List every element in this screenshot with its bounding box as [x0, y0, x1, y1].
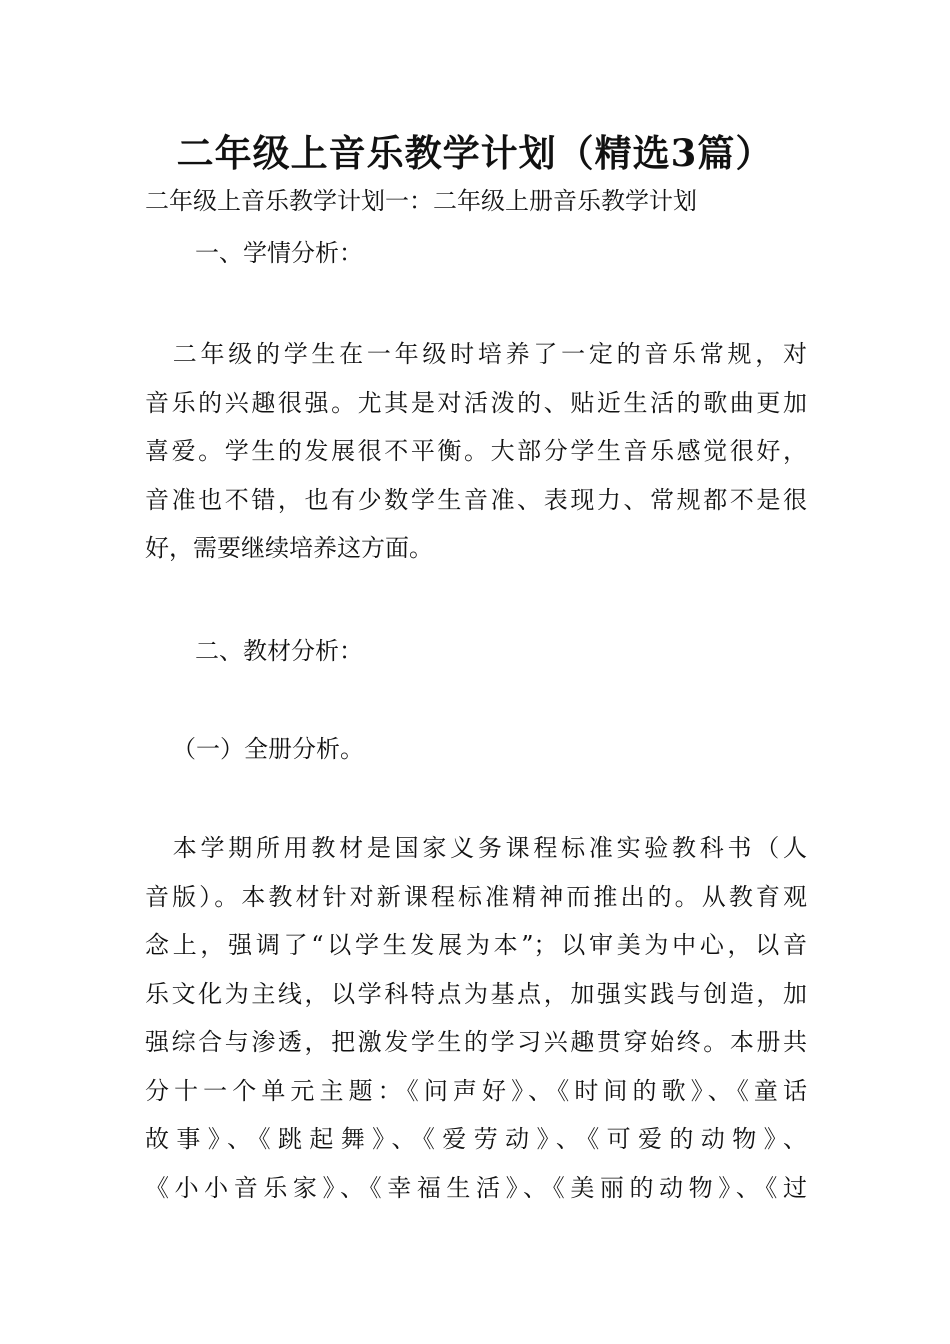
paragraph-line: 好，需要继续培养这方面。 — [145, 534, 433, 562]
paragraph-line: 音版）。本教材针对新课程标准精神而推出的。从教育观 — [145, 882, 807, 911]
paragraph-line: 乐文化为主线，以学科特点为基点，加强实践与创造，加 — [145, 979, 807, 1008]
paragraph-1 — [145, 330, 807, 573]
paragraph-line: 《小小音乐家》、《幸福生活》、《美丽的动物》、《过 — [145, 1173, 807, 1202]
section-heading-1: 一、学情分析： — [195, 239, 363, 267]
paragraph-line: 故事》、《跳起舞》、《爱劳动》、《可爱的动物》、 — [145, 1125, 807, 1153]
paragraph-line: 音准也不错，也有少数学生音准、表现力、常规都不是很 — [145, 485, 807, 514]
paragraph-2 — [145, 824, 807, 1212]
document-subtitle: 二年级上音乐教学计划一：二年级上册音乐教学计划 — [145, 187, 697, 215]
paragraph-line: 强综合与渗透，把激发学生的学习兴趣贯穿始终。本册共 — [145, 1028, 807, 1056]
section-heading-2: 二、教材分析： — [195, 637, 363, 665]
paragraph-line: 本学期所用教材是国家义务课程标准实验教科书（人 — [145, 834, 807, 862]
paragraph-line: 二年级的学生在一年级时培养了一定的音乐常规，对 — [145, 340, 807, 368]
paragraph-line: 音乐的兴趣很强。尤其是对活泼的、贴近生活的歌曲更加 — [145, 388, 807, 417]
paragraph-line: 分十一个单元主题：《问声好》、《时间的歌》、《童话 — [145, 1076, 807, 1105]
paragraph-line: 念上，强调了“以学生发展为本”；以审美为中心，以音 — [145, 931, 807, 959]
subsection-heading: （一）全册分析。 — [172, 735, 364, 763]
paragraph-line: 喜爱。学生的发展很不平衡。大部分学生音乐感觉很好， — [145, 437, 807, 465]
document-title: 二年级上音乐教学计划（精选3篇） — [176, 131, 774, 175]
